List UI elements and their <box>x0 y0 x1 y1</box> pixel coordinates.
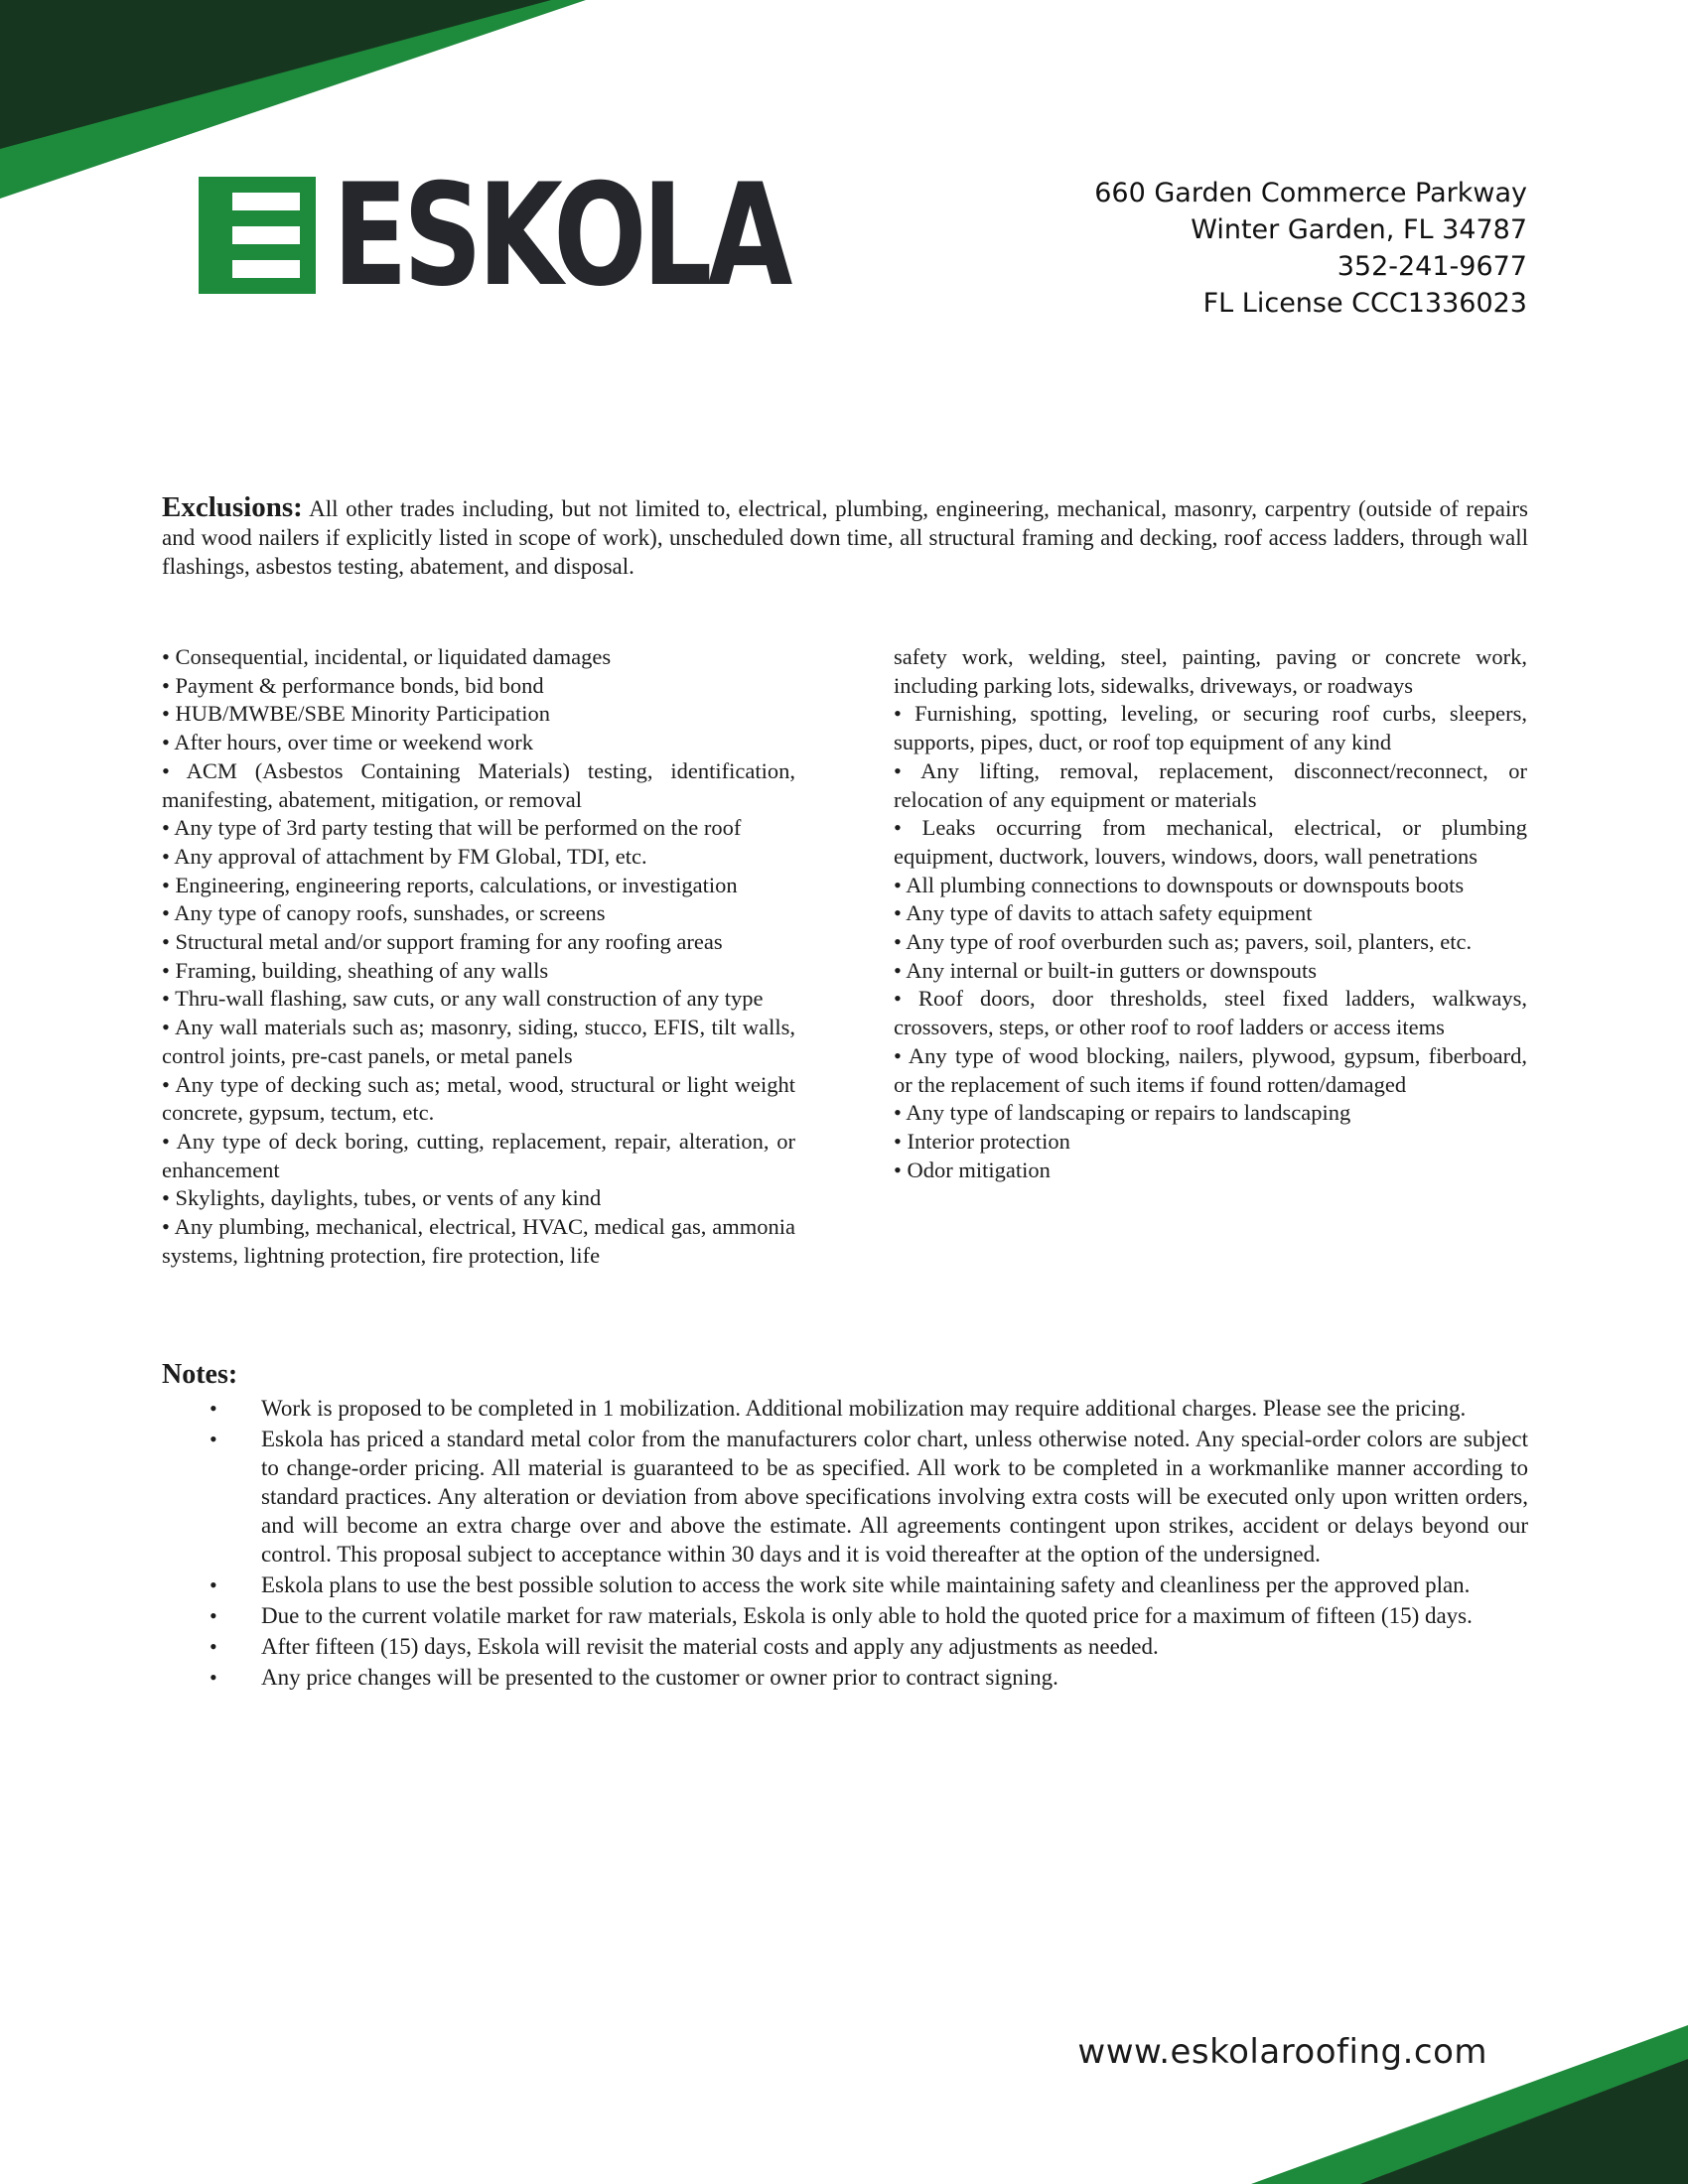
exclusion-item: • Interior protection <box>894 1128 1070 1154</box>
address-city: Winter Garden, FL 34787 <box>1191 214 1527 245</box>
exclusion-item: • Any type of 3rd party testing that will be performed on the roof <box>162 815 742 841</box>
note-item <box>162 1394 1528 1423</box>
exclusion-item: • Roof doors, door thresholds, steel fixed ladders, walkways, crossovers, steps, or other roof to roof ladders or access items <box>894 986 1527 1040</box>
exclusion-item: • HUB/MWBE/SBE Minority Participation <box>162 701 550 727</box>
eskola-logo <box>199 154 846 318</box>
address-license: FL License CCC1336023 <box>1202 288 1527 319</box>
notes-list <box>162 1394 1528 1694</box>
note-item <box>162 1570 1528 1599</box>
note-item <box>162 1425 1528 1569</box>
footer-website-link[interactable]: www.eskolaroofing.com <box>1077 2032 1487 2072</box>
logo-wordmark: ESKOLA <box>333 154 788 318</box>
exclusion-item: • Any type of deck boring, cutting, replacement, repair, alteration, or enhancement <box>162 1128 795 1182</box>
note-text: Work is proposed to be completed in 1 mobilization. Additional mobilization may require additional charges. Please see the pricing. <box>261 1396 1467 1421</box>
exclusion-item: • Furnishing, spotting, leveling, or securing roof curbs, sleepers, supports, pipes, duct, or roof top equipment of any kind <box>894 701 1527 755</box>
exclusion-item: • Any internal or built-in gutters or downspouts <box>894 957 1317 983</box>
exclusions-right-column <box>894 643 1527 1184</box>
exclusions-intro-text: All other trades including, but not limited to, electrical, plumbing, engineering, mechanical, masonry, carpentry (outside of repairs and wood nailers if explicitly listed in scope of work), unscheduled down time, all structural framing and decking, roof access ladders, through wall flashings, asbestos testing, abatement, and disposal. <box>162 496 1528 579</box>
exclusion-item: • Any type of landscaping or repairs to landscaping <box>894 1100 1351 1126</box>
exclusion-item: • After hours, over time or weekend work <box>162 730 534 755</box>
address-phone: 352-241-9677 <box>1336 251 1527 282</box>
exclusions-intro <box>162 493 1528 581</box>
exclusion-item: • Any type of canopy roofs, sunshades, or screens <box>162 900 606 926</box>
note-item <box>162 1601 1528 1630</box>
note-text: After fifteen (15) days, Eskola will revisit the material costs and apply any adjustments as needed. <box>261 1634 1159 1659</box>
bullet-icon: • <box>210 1603 217 1628</box>
exclusion-item: • Any approval of attachment by FM Global, TDI, etc. <box>162 843 647 869</box>
exclusion-item: • Any plumbing, mechanical, electrical, HVAC, medical gas, ammonia systems, lightning protection, fire protection, life <box>162 1214 795 1268</box>
exclusion-item: • Consequential, incidental, or liquidated damages <box>162 644 612 669</box>
exclusion-item: • Structural metal and/or support framing for any roofing areas <box>162 929 723 955</box>
bullet-icon: • <box>210 1634 217 1659</box>
exclusion-item: • Framing, building, sheathing of any walls <box>162 957 549 983</box>
bullet-icon: • <box>210 1665 217 1690</box>
logo-e-mark-icon <box>199 177 316 294</box>
exclusions-heading: Exclusions: <box>162 491 303 523</box>
bullet-icon: • <box>210 1572 217 1597</box>
exclusion-item: • Leaks occurring from mechanical, electrical, or plumbing equipment, ductwork, louvers, windows, doors, wall penetrations <box>894 815 1527 869</box>
exclusion-item: safety work, welding, steel, painting, paving or concrete work, including parking lots, sidewalks, driveways, or roadways <box>894 644 1527 698</box>
note-item <box>162 1663 1528 1692</box>
exclusion-item: • Any lifting, removal, replacement, disconnect/reconnect, or relocation of any equipment or materials <box>894 757 1527 812</box>
note-text: Due to the current volatile market for raw materials, Eskola is only able to hold the quoted price for a maximum of fifteen (15) days. <box>261 1603 1473 1628</box>
note-text: Eskola has priced a standard metal color from the manufacturers color chart, unless otherwise noted. Any special-order colors are subject to change-order pricing. All material is guaranteed to be as specified. All work to be completed in a workmanlike manner according to standard practices. Any alteration or deviation from above specifications involving extra costs will be executed only upon written orders, and will become an extra charge over and above the estimate. All agreements contingent upon strikes, accident or delays beyond our control. This proposal subject to acceptance within 30 days and it is void thereafter at the option of the undersigned. <box>261 1427 1528 1567</box>
exclusion-item: • ACM (Asbestos Containing Materials) testing, identification, manifesting, abatement, mitigation, or removal <box>162 757 795 812</box>
corner-dark-band <box>0 0 551 149</box>
note-text: Any price changes will be presented to the customer or owner prior to contract signing. <box>261 1665 1058 1690</box>
exclusion-item: • Any type of davits to attach safety equipment <box>894 900 1313 926</box>
exclusion-item: • Payment & performance bonds, bid bond <box>162 672 544 698</box>
exclusion-item: • Any wall materials such as; masonry, siding, stucco, EFIS, tilt walls, control joints, pre-cast panels, or metal panels <box>162 1015 795 1068</box>
exclusion-item: • Any type of wood blocking, nailers, plywood, gypsum, fiberboard, or the replacement of such items if found rotten/damaged <box>894 1042 1527 1097</box>
exclusion-item: • Skylights, daylights, tubes, or vents of any kind <box>162 1185 602 1211</box>
exclusions-left-column <box>162 643 795 1270</box>
exclusion-item: • Any type of roof overburden such as; pavers, soil, planters, etc. <box>894 929 1473 955</box>
company-address-block <box>1094 175 1527 322</box>
note-text: Eskola plans to use the best possible solution to access the work site while maintaining safety and cleanliness per the approved plan. <box>261 1572 1471 1597</box>
exclusion-item: • Thru-wall flashing, saw cuts, or any wall construction of any type <box>162 986 764 1012</box>
exclusion-item: • All plumbing connections to downspouts or downspouts boots <box>894 872 1465 897</box>
bullet-icon: • <box>210 1396 217 1421</box>
address-street: 660 Garden Commerce Parkway <box>1094 178 1527 208</box>
bullet-icon: • <box>210 1427 217 1451</box>
note-item <box>162 1632 1528 1661</box>
notes-heading: Notes: <box>162 1359 238 1390</box>
exclusion-item: • Odor mitigation <box>894 1157 1051 1182</box>
exclusion-item: • Any type of decking such as; metal, wood, structural or light weight concrete, gypsum, tectum, etc. <box>162 1071 795 1126</box>
exclusion-item: • Engineering, engineering reports, calculations, or investigation <box>162 872 738 897</box>
